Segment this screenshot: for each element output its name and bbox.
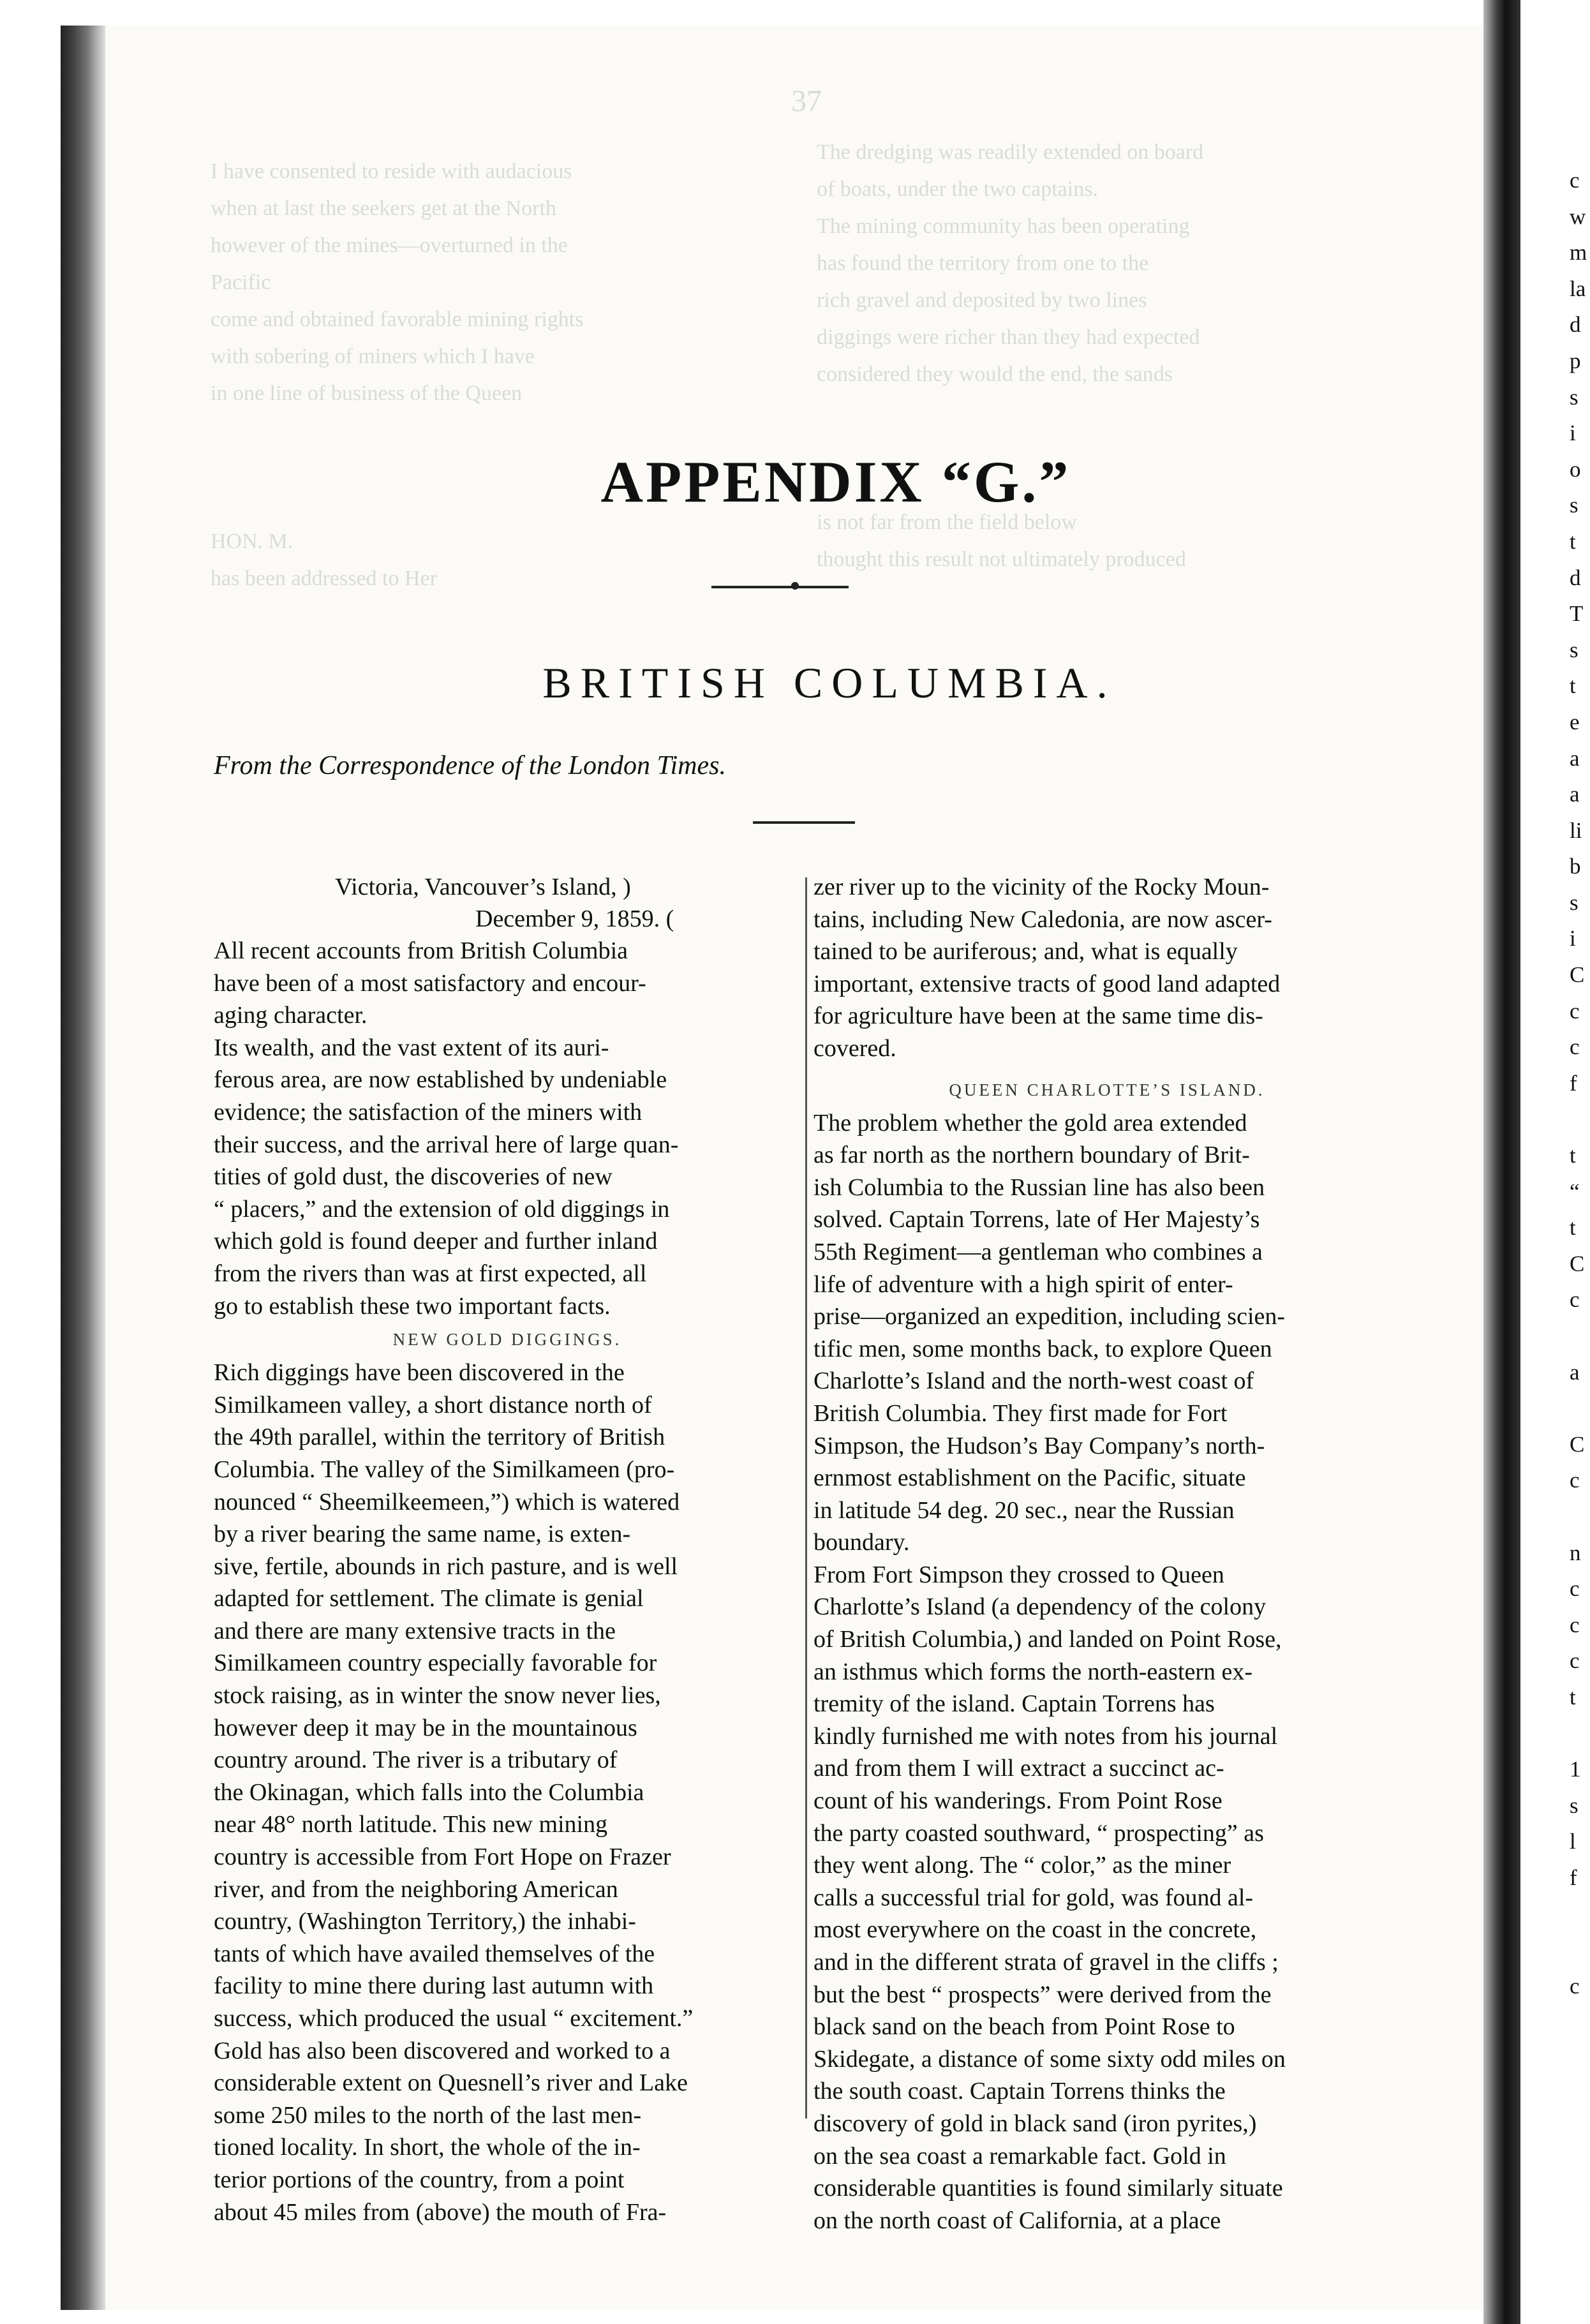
bleed-line: in one line of business of the Queen	[211, 382, 523, 405]
text-line: From Fort Simpson they crossed to Queen	[814, 1561, 1224, 1588]
facing-page-fragment: C	[1570, 962, 1585, 988]
bleed-line: has been addressed to Her	[211, 567, 437, 590]
text-line: tained to be auriferous; and, what is equally	[814, 938, 1238, 965]
text-line: an isthmus which forms the north-eastern ex-	[814, 1658, 1253, 1685]
facing-page-fragment: w	[1570, 204, 1586, 229]
facing-page-fragment: C	[1570, 1431, 1585, 1457]
facing-page-fragment: i	[1570, 421, 1576, 446]
text-line: and in the different strata of gravel in the cliffs ;	[814, 1949, 1279, 1976]
dateline-place: Victoria, Vancouver’s Island, )	[335, 874, 631, 900]
facing-page-fragment: s	[1570, 637, 1579, 662]
section-heading: QUEEN CHARLOTTE’S ISLAND.	[949, 1080, 1265, 1099]
text-line: calls a successful trial for gold, was found al-	[814, 1884, 1254, 1911]
text-line: covered.	[814, 1034, 896, 1062]
text-line: facility to mine there during last autumn with	[214, 1972, 654, 2000]
text-line: Similkameen valley, a short distance north of	[214, 1391, 652, 1419]
text-line: evidence; the satisfaction of the miners with	[214, 1098, 643, 1126]
facing-page-fragment: s	[1570, 890, 1579, 915]
book-page-edge	[61, 26, 105, 2310]
facing-page-fragment: c	[1570, 1648, 1580, 1674]
bleed-through-page-number	[791, 83, 822, 120]
text-line: the 49th parallel, within the territory of British	[214, 1424, 665, 1451]
facing-page-fragment: t	[1570, 528, 1576, 554]
text-line: ernmost establishment on the Pacific, situate	[814, 1464, 1246, 1492]
paragraph	[214, 1357, 801, 2228]
facing-page-fragment: C	[1570, 1251, 1585, 1276]
facing-page-fragment: c	[1570, 168, 1580, 193]
facing-page-fragment: c	[1570, 998, 1580, 1024]
text-line: about 45 miles from (above) the mouth of Fra-	[214, 2198, 667, 2226]
text-line: on the sea coast a remarkable fact. Gold in	[814, 2142, 1226, 2170]
bleed-line: has found the territory from one to the	[817, 251, 1149, 275]
text-line: as far north as the northern boundary of Brit-	[814, 1142, 1250, 1169]
text-line: some 250 miles to the north of the last men-	[214, 2101, 642, 2129]
text-line: have been of a most satisfactory and encour-	[214, 969, 646, 997]
text-line: ferous area, are now established by undeniable	[214, 1066, 667, 1094]
text-line: “ placers,” and the extension of old diggings in	[214, 1195, 670, 1223]
facing-page-text-fragments	[1570, 163, 1590, 2004]
article-source: From the Correspondence of the London Times.	[214, 751, 727, 780]
facing-page-fragment	[1570, 1390, 1590, 1427]
facing-page-fragment: b	[1570, 854, 1581, 879]
text-line: prise—organized an expedition, including scien-	[814, 1303, 1286, 1330]
text-line: Skidegate, a distance of some sixty odd miles on	[814, 2045, 1286, 2073]
text-line: near 48° north latitude. This new mining	[214, 1811, 608, 1838]
text-line: go to establish these two important facts.	[214, 1292, 611, 1320]
text-line: the party coasted southward, “ prospecting” as	[814, 1819, 1264, 1847]
facing-page-fragment: c	[1570, 1034, 1580, 1060]
text-line: Simpson, the Hudson’s Bay Company’s north-	[814, 1432, 1265, 1459]
facing-page-fragment: d	[1570, 565, 1581, 590]
bleed-line: is not far from the field below	[817, 510, 1077, 534]
appendix-title: APPENDIX “G.”	[600, 449, 1071, 514]
text-line: important, extensive tracts of good land adapted	[814, 970, 1281, 997]
text-line: Similkameen country especially favorable for	[214, 1650, 657, 1677]
text-line: in latitude 54 deg. 20 sec., near the Russian	[814, 1496, 1235, 1524]
text-line: by a river bearing the same name, is exten-	[214, 1521, 631, 1548]
bleed-page-number: 37	[791, 84, 822, 118]
text-line: terior portions of the country, from a point	[214, 2166, 625, 2193]
facing-page-fragment	[1570, 1896, 1590, 1933]
facing-page-fragment: e	[1570, 709, 1580, 734]
scan-margin	[0, 0, 61, 2324]
text-line: their success, and the arrival here of large quan-	[214, 1131, 679, 1158]
text-line: Its wealth, and the vast extent of its auri-	[214, 1034, 609, 1061]
text-line: of British Columbia,) and landed on Point Rose,	[814, 1626, 1282, 1653]
text-line: stock raising, as in winter the snow never lies,	[214, 1682, 661, 1709]
bleed-line: The dredging was readily extended on board	[817, 140, 1204, 164]
bleed-line	[817, 393, 1203, 430]
text-line: solved. Captain Torrens, late of Her Majesty’s	[814, 1206, 1260, 1233]
facing-page-fragment: c	[1570, 1468, 1580, 1493]
text-line: for agriculture have been at the same time dis-	[814, 1002, 1263, 1030]
text-line: however deep it may be in the mountainous	[214, 1714, 637, 1741]
bleed-line: with sobering of miners which I have	[211, 345, 535, 368]
bleed-line: of boats, under the two captains.	[817, 177, 1098, 201]
facing-page-fragment: i	[1570, 926, 1576, 951]
text-line: the south coast. Captain Torrens thinks the	[814, 2078, 1226, 2105]
section-heading: NEW GOLD DIGGINGS.	[392, 1330, 622, 1350]
text-line: count of his wanderings. From Point Rose	[814, 1787, 1222, 1815]
facing-page-fragment: f	[1570, 1070, 1577, 1096]
bleed-line: diggings were richer than they had expected	[817, 325, 1200, 349]
text-line: Charlotte’s Island (a dependency of the colony	[814, 1593, 1267, 1621]
bleed-line: come and obtained favorable mining rights	[211, 308, 584, 331]
bleed-line: rich gravel and deposited by two lines	[817, 288, 1147, 312]
facing-page-fragment: o	[1570, 456, 1581, 482]
bleed-line: HON. M.	[211, 530, 293, 553]
facing-page-fragment: a	[1570, 782, 1580, 807]
text-line: they went along. The “ color,” as the miner	[814, 1852, 1231, 1879]
text-line: tains, including New Caledonia, are now ascer-	[814, 905, 1272, 933]
text-line: country is accessible from Fort Hope on Frazer	[214, 1844, 671, 1871]
text-line: which gold is found deeper and further inland	[214, 1228, 658, 1255]
text-line: river, and from the neighboring American	[214, 1875, 618, 1903]
column-divider	[805, 877, 807, 2119]
text-line: life of adventure with a high spirit of enter-	[814, 1270, 1233, 1298]
facing-page-fragment: d	[1570, 312, 1581, 338]
facing-page-fragment: a	[1570, 1359, 1580, 1385]
text-line: nounced “ Sheemilkeemeen,”) which is watered	[214, 1488, 680, 1516]
text-line: Gold has also been discovered and worked to a	[214, 2037, 671, 2064]
facing-page-fragment: s	[1570, 493, 1579, 518]
book-gutter	[1483, 0, 1520, 2324]
text-line: Charlotte’s Island and the north-west coast of	[814, 1367, 1254, 1395]
facing-page-fragment: f	[1570, 1865, 1577, 1890]
facing-page-fragment: n	[1570, 1540, 1581, 1565]
text-line: The problem whether the gold area extended	[814, 1109, 1247, 1136]
bleed-line	[211, 486, 583, 523]
text-line: most everywhere on the coast in the concrete,	[814, 1916, 1257, 1944]
title-rule	[711, 586, 849, 588]
text-line: and there are many extensive tracts in the	[214, 1617, 616, 1644]
text-line: aging character.	[214, 1002, 368, 1029]
text-line: on the north coast of California, at a place	[814, 2207, 1221, 2234]
facing-page-fragment	[1570, 1101, 1590, 1138]
text-line: from the rivers than was at first expected, all	[214, 1260, 647, 1287]
text-line: British Columbia. They first made for Fort	[814, 1399, 1228, 1427]
bleed-line: The mining community has been operating	[817, 214, 1190, 238]
text-line: Columbia. The valley of the Similkameen (pro-	[214, 1456, 675, 1483]
facing-page-fragment	[1570, 1716, 1590, 1752]
facing-page-fragment: s	[1570, 384, 1579, 410]
dateline-date: December 9, 1859. (	[475, 905, 674, 932]
facing-page-fragment	[1570, 1499, 1590, 1535]
text-line: tities of gold dust, the discoveries of new	[214, 1163, 613, 1191]
text-line: tific men, some months back, to explore Queen	[814, 1335, 1272, 1362]
text-line: sive, fertile, abounds in rich pasture, and is well	[214, 1553, 678, 1580]
text-line: black sand on the beach from Point Rose to	[814, 2013, 1235, 2041]
left-column	[214, 871, 801, 2228]
facing-page-fragment: li	[1570, 817, 1582, 843]
facing-page-fragment: l	[1570, 1829, 1576, 1854]
text-line: tremity of the island. Captain Torrens has	[814, 1690, 1215, 1718]
text-line: considerable extent on Quesnell’s river and Lake	[214, 2069, 688, 2097]
text-line: discovery of gold in black sand (iron pyrites,)	[814, 2110, 1257, 2137]
paragraph	[214, 1032, 801, 1322]
text-line: and from them I will extract a succinct ac-	[814, 1755, 1224, 1782]
paragraph	[814, 871, 1401, 1065]
text-line: Rich diggings have been discovered in the	[214, 1359, 625, 1387]
facing-page-fragment: T	[1570, 601, 1584, 627]
paragraph	[214, 935, 801, 1032]
facing-page-fragment: c	[1570, 1287, 1580, 1313]
facing-page-fragment: t	[1570, 1143, 1576, 1168]
facing-page-fragment: t	[1570, 1684, 1576, 1709]
bleed-line: I have consented to reside with audacious	[211, 160, 572, 183]
text-line: country around. The river is a tributary of	[214, 1747, 618, 1774]
bleed-line: thought this result not ultimately produced	[817, 547, 1186, 571]
facing-page-fragment: c	[1570, 1612, 1580, 1637]
article-subtitle: BRITISH COLUMBIA.	[542, 659, 1117, 707]
source-rule	[753, 821, 855, 824]
paragraph	[814, 1559, 1401, 2237]
text-line: ish Columbia to the Russian line has also been	[814, 1173, 1265, 1201]
bleed-line: however of the mines—overturned in the	[211, 234, 568, 257]
facing-page-fragment: la	[1570, 276, 1586, 301]
text-line: considerable quantities is found similarly situate	[814, 2175, 1283, 2202]
bleed-line: Pacific	[211, 271, 271, 294]
facing-page-fragment: c	[1570, 1973, 1580, 1999]
paragraph	[814, 1107, 1401, 1559]
text-line: country, (Washington Territory,) the inhabi-	[214, 1908, 636, 1935]
bleed-line	[211, 449, 583, 486]
text-line: kindly furnished me with notes from his journal	[814, 1722, 1278, 1750]
facing-page-fragment: t	[1570, 1215, 1576, 1240]
facing-page-fragment	[1570, 1932, 1590, 1969]
text-line: adapted for settlement. The climate is genial	[214, 1585, 644, 1613]
title-rule-ornament	[791, 582, 799, 590]
facing-page-fragment: m	[1570, 240, 1587, 265]
facing-page-fragment: t	[1570, 673, 1576, 699]
bleed-line	[211, 412, 583, 449]
text-line: zer river up to the vicinity of the Rocky Moun-	[814, 874, 1270, 900]
text-line: boundary.	[814, 1529, 910, 1556]
bleed-line: when at last the seekers get at the North	[211, 197, 556, 220]
text-line: All recent accounts from British Columbia	[214, 937, 628, 964]
facing-page-fragment: s	[1570, 1792, 1579, 1818]
facing-page-fragment	[1570, 1318, 1590, 1355]
text-line: 55th Regiment—a gentleman who combines a	[814, 1238, 1263, 1265]
facing-page-fragment: 1	[1570, 1757, 1581, 1782]
text-line: success, which produced the usual “ excitement.”	[214, 2005, 694, 2032]
text-line: the Okinagan, which falls into the Columbia	[214, 1778, 644, 1806]
facing-page-fragment: c	[1570, 1576, 1580, 1602]
facing-page-fragment: p	[1570, 348, 1581, 373]
text-line: tants of which have availed themselves of the	[214, 1940, 655, 1967]
text-line: tioned locality. In short, the whole of the in-	[214, 2134, 641, 2161]
facing-page-fragment: “	[1570, 1179, 1580, 1204]
bleed-through-left	[211, 153, 583, 597]
bleed-line: considered they would the end, the sands	[817, 362, 1173, 386]
right-column	[814, 871, 1401, 2237]
facing-page-fragment: a	[1570, 745, 1580, 771]
text-line: but the best “ prospects” were derived from the	[814, 1981, 1272, 2008]
